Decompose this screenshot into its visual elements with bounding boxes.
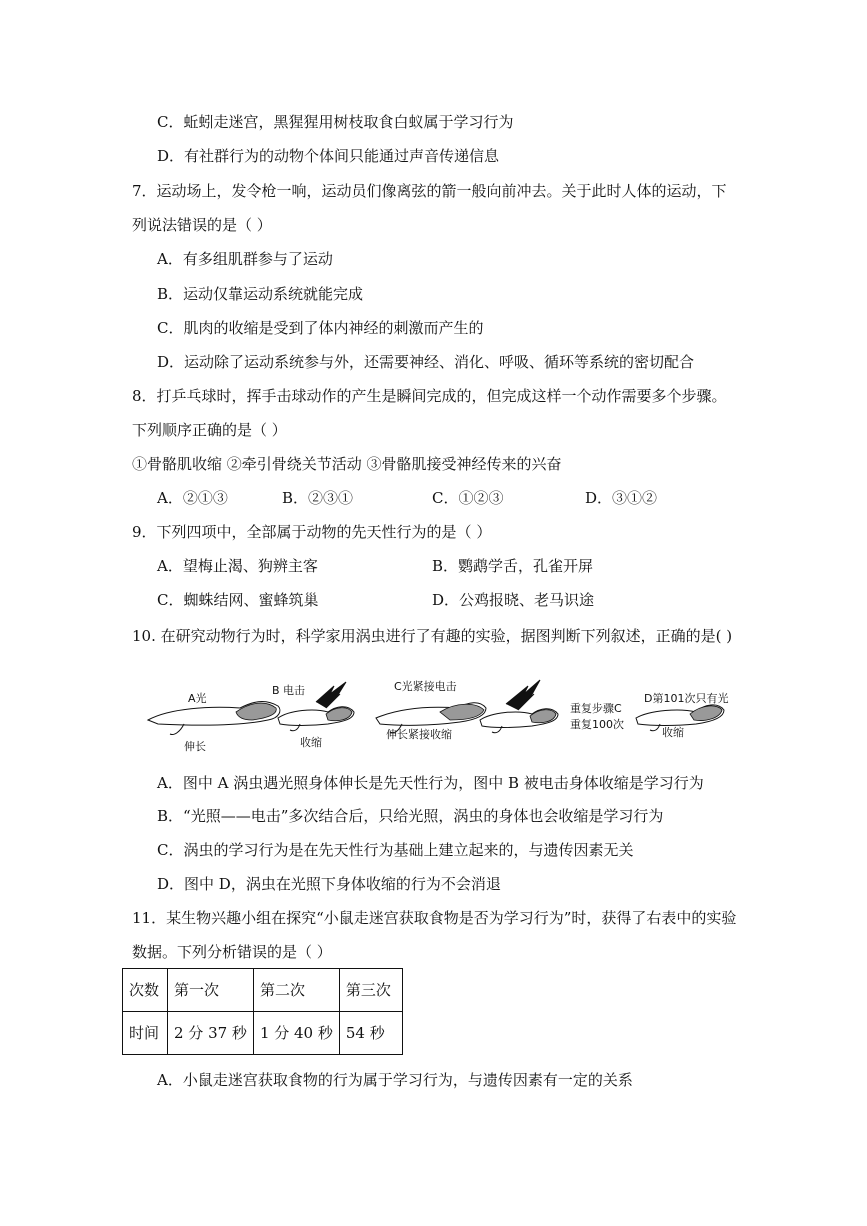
q9-stem: 9．下列四项中，全部属于动物的先天性行为的是（ ）: [132, 523, 492, 541]
label-b-shrink: 收缩: [300, 736, 322, 749]
q8-steps: ①骨骼肌收缩 ②牵引骨绕关节活动 ③骨骼肌接受神经传来的兴奋: [132, 455, 562, 473]
table-header-cell: 次数: [123, 969, 168, 1012]
q7-option-c: C．肌肉的收缩是受到了体内神经的刺激而产生的: [157, 319, 484, 337]
q8-option-a: A．②①③: [157, 489, 228, 507]
worm-b: [272, 682, 354, 749]
q8-stem-cont: 下列顺序正确的是（ ）: [132, 421, 287, 439]
table-row: [123, 969, 403, 1012]
q7-stem-cont: 列说法错误的是（ ）: [132, 216, 272, 234]
planarian-experiment-figure: [140, 672, 740, 752]
q10-option-b: B．“光照——电击”多次结合后，只给光照，涡虫的身体也会收缩是学习行为: [157, 807, 664, 825]
q9-option-b: B．鹦鹉学舌，孔雀开屏: [432, 557, 594, 575]
q9-option-d: D．公鸡报晓、老马识途: [432, 591, 595, 609]
worm-a: [148, 691, 280, 752]
q10-stem: 10. 在研究动物行为时，科学家用涡虫进行了有趣的实验，据图判断下列叙述，正确的是( ): [132, 627, 733, 645]
table-row: [123, 1012, 403, 1055]
q6-option-c: C．蚯蚓走迷宫，黑猩猩用树枝取食白蚁属于学习行为: [157, 113, 514, 131]
table-header-cell: 第三次: [339, 969, 402, 1012]
q9-option-c: C．蜘蛛结网、蜜蜂筑巢: [157, 591, 319, 609]
label-a-stretch: 伸长: [184, 740, 206, 752]
q8-stem: 8．打乒乓球时，挥手击球动作的产生是瞬间完成的，但完成这样一个动作需要多个步骤。: [132, 387, 727, 405]
label-d-shrink: 收缩: [662, 726, 684, 739]
q10-option-a: A．图中 A 涡虫遇光照身体伸长是先天性行为，图中 B 被电击身体收缩是学习行为: [157, 774, 704, 792]
worm-c-stretch: [376, 679, 486, 741]
label-repeat-step: 重复步骤C: [570, 702, 622, 715]
q11-option-a: A．小鼠走迷宫获取食物的行为属于学习行为，与遗传因素有一定的关系: [157, 1071, 633, 1089]
q7-option-b: B．运动仅靠运动系统就能完成: [157, 285, 364, 303]
q10-option-c: C．涡虫的学习行为是在先天性行为基础上建立起来的，与遗传因素无关: [157, 841, 634, 859]
table-cell: 2 分 37 秒: [168, 1012, 254, 1055]
label-c-light-shock: C光紧接电击: [394, 680, 457, 693]
q7-option-a: A．有多组肌群参与了运动: [157, 250, 333, 268]
q8-option-c: C．①②③: [432, 489, 504, 507]
q9-option-a: A．望梅止渴、狗辨主客: [157, 557, 318, 575]
table-cell: 54 秒: [339, 1012, 402, 1055]
label-b-shock: B 电击: [272, 684, 306, 697]
worm-d: [636, 691, 728, 739]
q11-stem: 11．某生物兴趣小组在探究“小鼠走迷宫获取食物是否为学习行为”时，获得了右表中的实验: [132, 909, 737, 927]
table-cell: 时间: [123, 1012, 168, 1055]
label-c-caption: 伸长紧接收缩: [386, 728, 452, 741]
q8-option-d: D．③①②: [585, 489, 658, 507]
label-d-light: D第101次只有光: [644, 692, 729, 705]
label-a-light: A光: [188, 692, 207, 705]
worm-c-shrink: [480, 680, 558, 733]
q7-option-d: D．运动除了运动系统参与外，还需要神经、消化、呼吸、循环等系统的密切配合: [157, 353, 695, 371]
table-header-cell: 第二次: [253, 969, 339, 1012]
table-header-cell: 第一次: [168, 969, 254, 1012]
maze-time-table: [122, 968, 403, 1055]
q6-option-d: D．有社群行为的动物个体间只能通过声音传递信息: [157, 147, 500, 165]
q7-stem: 7．运动场上，发令枪一响，运动员们像离弦的箭一般向前冲去。关于此时人体的运动，下: [132, 182, 727, 200]
label-repeat-times: 重复100次: [570, 718, 624, 731]
q8-option-b: B．②③①: [282, 489, 354, 507]
q11-stem-cont: 数据。下列分析错误的是（ ）: [132, 943, 332, 961]
q10-option-d: D．图中 D，涡虫在光照下身体收缩的行为不会消退: [157, 875, 501, 893]
table-cell: 1 分 40 秒: [253, 1012, 339, 1055]
